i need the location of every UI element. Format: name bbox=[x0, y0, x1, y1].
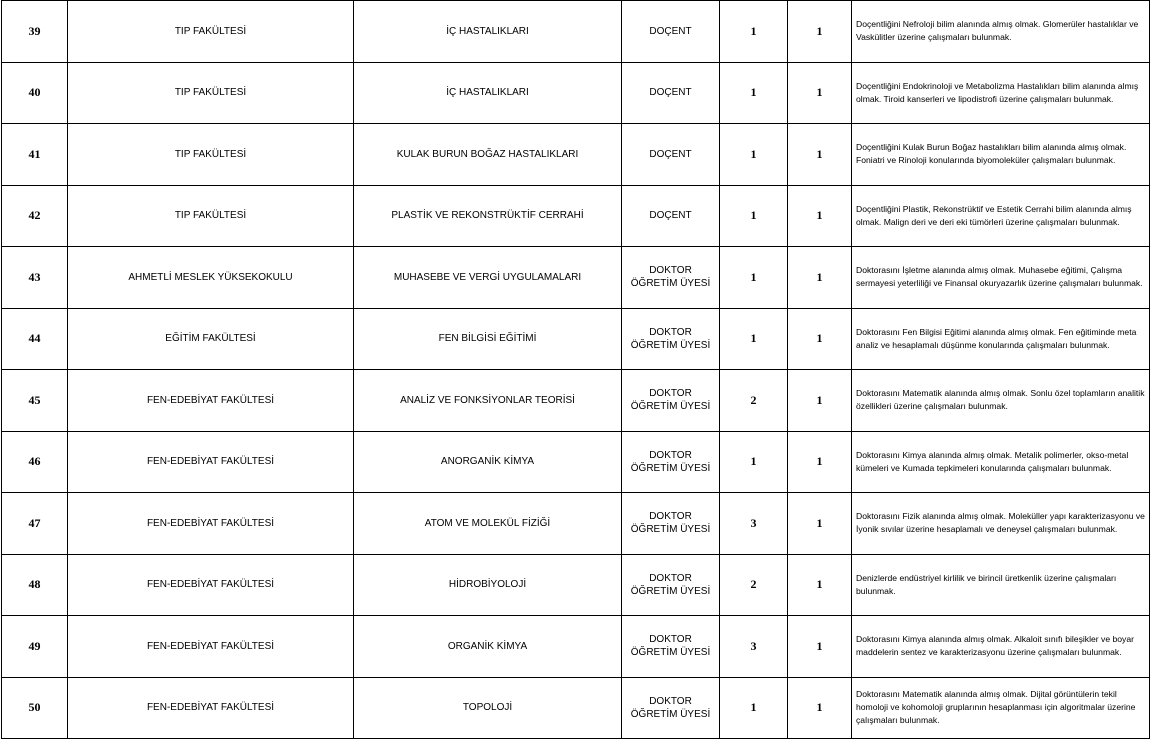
table-row bbox=[2, 247, 1150, 309]
count-a-cell: 1 bbox=[720, 677, 788, 739]
count-b-cell: 1 bbox=[788, 616, 852, 678]
department-cell: ATOM VE MOLEKÜL FİZİĞİ bbox=[354, 493, 622, 555]
row-number: 46 bbox=[2, 431, 68, 493]
count-a-cell: 1 bbox=[720, 1, 788, 63]
count-b-cell: 1 bbox=[788, 554, 852, 616]
row-number: 41 bbox=[2, 124, 68, 186]
count-b-cell: 1 bbox=[788, 62, 852, 124]
faculty-cell: TIP FAKÜLTESİ bbox=[68, 185, 354, 247]
table-body bbox=[2, 1, 1150, 739]
title-cell: DOÇENT bbox=[622, 62, 720, 124]
table-row bbox=[2, 616, 1150, 678]
row-number: 49 bbox=[2, 616, 68, 678]
requirement-cell: Doktorasını Kimya alanında almış olmak. Metalik polimerler, okso-metal kümeleri ve Kumada tepkimeleri konularında çalışmaları bulunmak. bbox=[852, 431, 1150, 493]
title-cell: DOKTOR ÖĞRETİM ÜYESİ bbox=[622, 247, 720, 309]
row-number: 42 bbox=[2, 185, 68, 247]
title-cell: DOÇENT bbox=[622, 124, 720, 186]
table-row bbox=[2, 493, 1150, 555]
department-cell: KULAK BURUN BOĞAZ HASTALIKLARI bbox=[354, 124, 622, 186]
count-a-cell: 1 bbox=[720, 247, 788, 309]
department-cell: PLASTİK VE REKONSTRÜKTİF CERRAHİ bbox=[354, 185, 622, 247]
requirement-cell: Doktorasını Fen Bilgisi Eğitimi alanında almış olmak. Fen eğitiminde meta analiz ve hesaplamalı düşünme konularında çalışmaları bulunmak. bbox=[852, 308, 1150, 370]
department-cell: MUHASEBE VE VERGİ UYGULAMALARI bbox=[354, 247, 622, 309]
count-b-cell: 1 bbox=[788, 431, 852, 493]
department-cell: ANORGANİK KİMYA bbox=[354, 431, 622, 493]
count-a-cell: 1 bbox=[720, 62, 788, 124]
requirement-cell: Doçentliğini Endokrinoloji ve Metabolizma Hastalıkları bilim alanında almış olmak. Tiroid kanserleri ve lipodistrofi üzerine çalışmaları bulunmak. bbox=[852, 62, 1150, 124]
count-b-cell: 1 bbox=[788, 124, 852, 186]
title-cell: DOÇENT bbox=[622, 1, 720, 63]
title-cell: DOKTOR ÖĞRETİM ÜYESİ bbox=[622, 493, 720, 555]
count-b-cell: 1 bbox=[788, 247, 852, 309]
title-cell: DOÇENT bbox=[622, 185, 720, 247]
title-cell: DOKTOR ÖĞRETİM ÜYESİ bbox=[622, 677, 720, 739]
count-a-cell: 3 bbox=[720, 616, 788, 678]
faculty-cell: EĞİTİM FAKÜLTESİ bbox=[68, 308, 354, 370]
table-row bbox=[2, 185, 1150, 247]
count-a-cell: 1 bbox=[720, 431, 788, 493]
table-row bbox=[2, 677, 1150, 739]
requirement-cell: Doçentliğini Nefroloji bilim alanında almış olmak. Glomerüler hastalıklar ve Vaskülitler üzerine çalışmaları bulunmak. bbox=[852, 1, 1150, 63]
department-cell: ORGANİK KİMYA bbox=[354, 616, 622, 678]
row-number: 48 bbox=[2, 554, 68, 616]
row-number: 39 bbox=[2, 1, 68, 63]
title-cell: DOKTOR ÖĞRETİM ÜYESİ bbox=[622, 431, 720, 493]
row-number: 43 bbox=[2, 247, 68, 309]
faculty-cell: FEN-EDEBİYAT FAKÜLTESİ bbox=[68, 370, 354, 432]
count-b-cell: 1 bbox=[788, 677, 852, 739]
faculty-cell: FEN-EDEBİYAT FAKÜLTESİ bbox=[68, 677, 354, 739]
requirement-cell: Denizlerde endüstriyel kirlilik ve birincil üretkenlik üzerine çalışmaları bulunmak. bbox=[852, 554, 1150, 616]
table-row bbox=[2, 1, 1150, 63]
positions-table bbox=[1, 0, 1150, 739]
row-number: 40 bbox=[2, 62, 68, 124]
requirement-cell: Doktorasını Kimya alanında almış olmak. Alkaloit sınıfı bileşikler ve boyar maddelerin sentez ve karakterizasyonu üzerine çalışmaları bulunmak. bbox=[852, 616, 1150, 678]
count-a-cell: 1 bbox=[720, 185, 788, 247]
faculty-cell: TIP FAKÜLTESİ bbox=[68, 124, 354, 186]
count-b-cell: 1 bbox=[788, 370, 852, 432]
table-row bbox=[2, 62, 1150, 124]
count-b-cell: 1 bbox=[788, 493, 852, 555]
table-row bbox=[2, 554, 1150, 616]
faculty-cell: TIP FAKÜLTESİ bbox=[68, 1, 354, 63]
title-cell: DOKTOR ÖĞRETİM ÜYESİ bbox=[622, 370, 720, 432]
department-cell: ANALİZ VE FONKSİYONLAR TEORİSİ bbox=[354, 370, 622, 432]
title-cell: DOKTOR ÖĞRETİM ÜYESİ bbox=[622, 554, 720, 616]
faculty-cell: AHMETLİ MESLEK YÜKSEKOKULU bbox=[68, 247, 354, 309]
title-cell: DOKTOR ÖĞRETİM ÜYESİ bbox=[622, 308, 720, 370]
department-cell: HİDROBİYOLOJİ bbox=[354, 554, 622, 616]
count-b-cell: 1 bbox=[788, 185, 852, 247]
requirement-cell: Doktorasını Fizik alanında almış olmak. Moleküller yapı karakterizasyonu ve İyonik sıvılar üzerine hesaplamalı ve deneysel çalışmaları bulunmak. bbox=[852, 493, 1150, 555]
table-row bbox=[2, 370, 1150, 432]
table-row bbox=[2, 308, 1150, 370]
count-a-cell: 3 bbox=[720, 493, 788, 555]
requirement-cell: Doçentliğini Kulak Burun Boğaz hastalıkları bilim alanında almış olmak. Foniatri ve Rinoloji konularında biyomoleküler çalışmaları bulunmak. bbox=[852, 124, 1150, 186]
count-a-cell: 1 bbox=[720, 308, 788, 370]
requirement-cell: Doktorasını Matematik alanında almış olmak. Sonlu özel toplamların analitik özellikleri üzerine çalışmaları bulunmak. bbox=[852, 370, 1150, 432]
requirement-cell: Doktorasını Matematik alanında almış olmak. Dijital görüntülerin tekil homoloji ve kohomoloji gruplarının hesaplanması için algoritmalar üzerine çalışmaları bulunmak. bbox=[852, 677, 1150, 739]
department-cell: TOPOLOJİ bbox=[354, 677, 622, 739]
table-row bbox=[2, 124, 1150, 186]
count-b-cell: 1 bbox=[788, 308, 852, 370]
faculty-cell: TIP FAKÜLTESİ bbox=[68, 62, 354, 124]
department-cell: İÇ HASTALIKLARI bbox=[354, 62, 622, 124]
count-a-cell: 1 bbox=[720, 124, 788, 186]
faculty-cell: FEN-EDEBİYAT FAKÜLTESİ bbox=[68, 616, 354, 678]
department-cell: İÇ HASTALIKLARI bbox=[354, 1, 622, 63]
faculty-cell: FEN-EDEBİYAT FAKÜLTESİ bbox=[68, 431, 354, 493]
row-number: 45 bbox=[2, 370, 68, 432]
row-number: 47 bbox=[2, 493, 68, 555]
faculty-cell: FEN-EDEBİYAT FAKÜLTESİ bbox=[68, 554, 354, 616]
title-cell: DOKTOR ÖĞRETİM ÜYESİ bbox=[622, 616, 720, 678]
faculty-cell: FEN-EDEBİYAT FAKÜLTESİ bbox=[68, 493, 354, 555]
count-a-cell: 2 bbox=[720, 370, 788, 432]
requirement-cell: Doçentliğini Plastik, Rekonstrüktif ve Estetik Cerrahi bilim alanında almış olmak. Malign deri ve deri eki tümörleri üzerine çalışmaları bulunmak. bbox=[852, 185, 1150, 247]
table-row bbox=[2, 431, 1150, 493]
count-a-cell: 2 bbox=[720, 554, 788, 616]
count-b-cell: 1 bbox=[788, 1, 852, 63]
row-number: 50 bbox=[2, 677, 68, 739]
row-number: 44 bbox=[2, 308, 68, 370]
requirement-cell: Doktorasını İşletme alanında almış olmak. Muhasebe eğitimi, Çalışma sermayesi yeterliliği ve Finansal okuryazarlık üzerine çalışmaları bulunmak. bbox=[852, 247, 1150, 309]
department-cell: FEN BİLGİSİ EĞİTİMİ bbox=[354, 308, 622, 370]
